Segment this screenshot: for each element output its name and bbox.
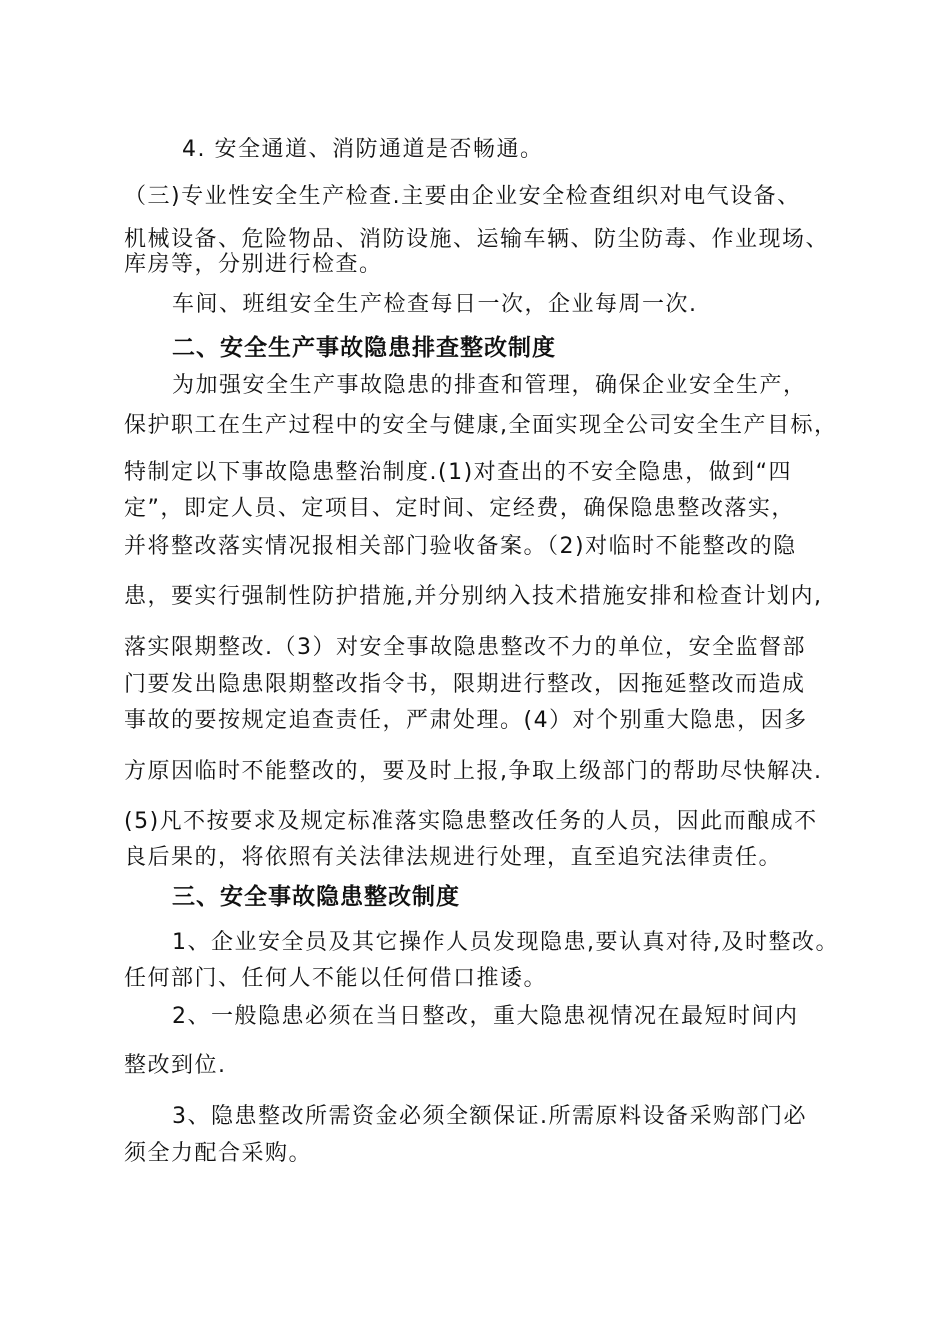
paragraph-line: 保护职工在生产过程中的安全与健康,全面实现全公司安全生产目标， bbox=[124, 413, 838, 438]
paragraph-line: 方原因临时不能整改的，要及时上报,争取上级部门的帮助尽快解决. bbox=[124, 759, 823, 784]
paragraph-line: 车间、班组安全生产检查每日一次，企业每周一次. bbox=[172, 292, 698, 317]
paragraph-line: 库房等，分别进行检查。 bbox=[124, 252, 383, 277]
paragraph-line: 整改到位. bbox=[124, 1053, 227, 1078]
paragraph-line: 定”，即定人员、定项目、定时间、定经费，确保隐患整改落实， bbox=[124, 496, 795, 521]
paragraph-line: （三)专业性安全生产检查.主要由企业安全检查组织对电气设备、 bbox=[124, 184, 801, 209]
paragraph-line: 1、企业安全员及其它操作人员发现隐患,要认真对待,及时整改。 bbox=[172, 930, 839, 955]
paragraph-line: 须全力配合采购。 bbox=[124, 1141, 313, 1166]
paragraph-line: 特制定以下事故隐患整治制度.(1)对查出的不安全隐患，做到“四 bbox=[124, 460, 793, 485]
section-heading-2: 二、安全生产事故隐患排查整改制度 bbox=[172, 335, 556, 361]
paragraph-line: 为加强安全生产事故隐患的排查和管理，确保企业安全生产， bbox=[172, 373, 807, 398]
paragraph-line: 门要发出隐患限期整改指令书，限期进行整改，因拖延整改而造成 bbox=[124, 672, 806, 697]
paragraph-line: 落实限期整改.（3）对安全事故隐患整改不力的单位，安全监督部 bbox=[124, 635, 806, 660]
paragraph-line: 事故的要按规定追查责任，严肃处理。(4）对个别重大隐患，因多 bbox=[124, 708, 808, 733]
section-heading-3: 三、安全事故隐患整改制度 bbox=[172, 884, 460, 910]
paragraph-line: 机械设备、危险物品、消防设施、运输车辆、防尘防毒、作业现场、 bbox=[124, 227, 830, 252]
paragraph-line: 良后果的，将依照有关法律法规进行处理，直至追究法律责任。 bbox=[124, 845, 783, 870]
paragraph-line: 患，要实行强制性防护措施,并分别纳入技术措施安排和检查计划内, bbox=[124, 584, 823, 609]
paragraph-line: 3、隐患整改所需资金必须全额保证.所需原料设备采购部门必 bbox=[172, 1104, 807, 1129]
paragraph-line: (5)凡不按要求及规定标准落实隐患整改任务的人员，因此而酿成不 bbox=[124, 809, 818, 834]
paragraph-line: 任何部门、任何人不能以任何借口推诿。 bbox=[124, 966, 548, 991]
paragraph-line: 2、一般隐患必须在当日整改，重大隐患视情况在最短时间内 bbox=[172, 1004, 799, 1029]
paragraph-line: 并将整改落实情况报相关部门验收备案。（2)对临时不能整改的隐 bbox=[124, 534, 797, 559]
list-item-4: 4. 安全通道、消防通道是否畅通。 bbox=[182, 137, 544, 162]
